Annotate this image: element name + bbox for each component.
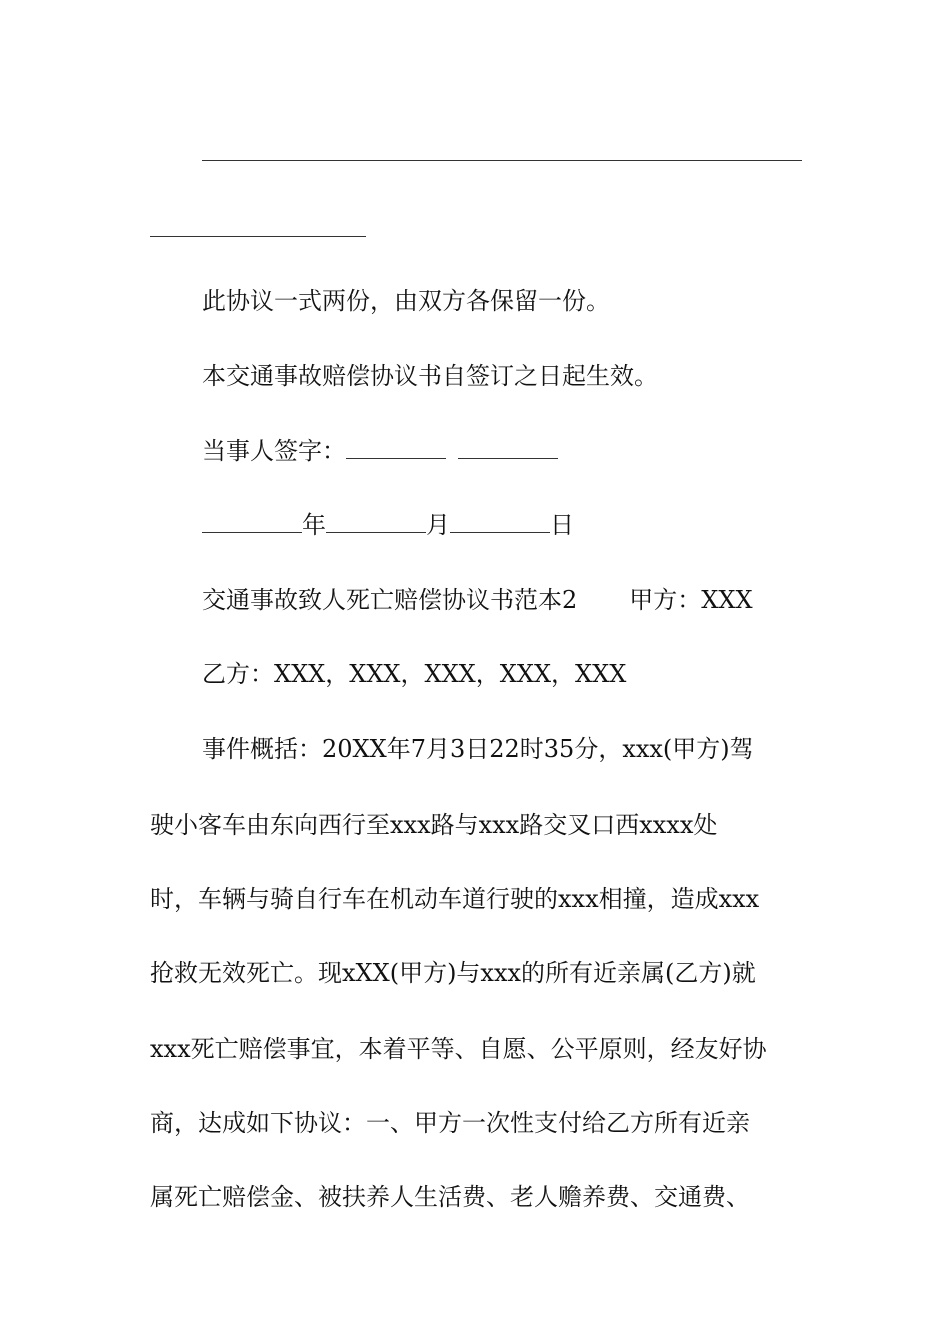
month-blank [326, 512, 426, 533]
body-line-2: 驶小客车由东向西行至xxx路与xxx路交叉口西xxxx处 [150, 811, 718, 839]
day-label: 日 [550, 511, 574, 539]
year-label: 年 [302, 511, 326, 539]
signature-blank-2 [458, 438, 558, 459]
signature-line [202, 436, 862, 466]
copies-statement: 此协议一式两份，由双方各保留一份。 [202, 287, 610, 315]
date-line [202, 510, 862, 540]
body-line-3: 时，车辆与骑自行车在机动车道行驶的xxx相撞，造成xxx [150, 885, 760, 913]
body-line-5: xxx死亡赔偿事宜，本着平等、自愿、公平原则，经友好协 [150, 1035, 767, 1063]
year-blank [202, 512, 302, 533]
party-b: 乙方：XXX，XXX，XXX，XXX，XXX [202, 660, 627, 688]
body-line-6: 商，达成如下协议：一、甲方一次性支付给乙方所有近亲 [150, 1109, 750, 1137]
sample-title: 交通事故致人死亡赔偿协议书范本2 [202, 586, 578, 614]
party-a: 甲方：XXX [629, 586, 753, 614]
blank-rule-short [150, 236, 366, 237]
blank-rule-long [202, 160, 802, 161]
sample-title-line [202, 585, 862, 615]
signature-label: 当事人签字： [202, 437, 346, 465]
body-line-4: 抢救无效死亡。现xXX(甲方)与xxx的所有近亲属(乙方)就 [150, 959, 756, 987]
body-line-7: 属死亡赔偿金、被扶养人生活费、老人赡养费、交通费、 [150, 1183, 750, 1211]
effective-statement: 本交通事故赔偿协议书自签订之日起生效。 [202, 362, 658, 390]
month-label: 月 [426, 511, 450, 539]
day-blank [450, 512, 550, 533]
body-line-1: 事件概括：20XX年7月3日22时35分，xxx(甲方)驾 [202, 735, 754, 763]
signature-blank-1 [346, 438, 446, 459]
